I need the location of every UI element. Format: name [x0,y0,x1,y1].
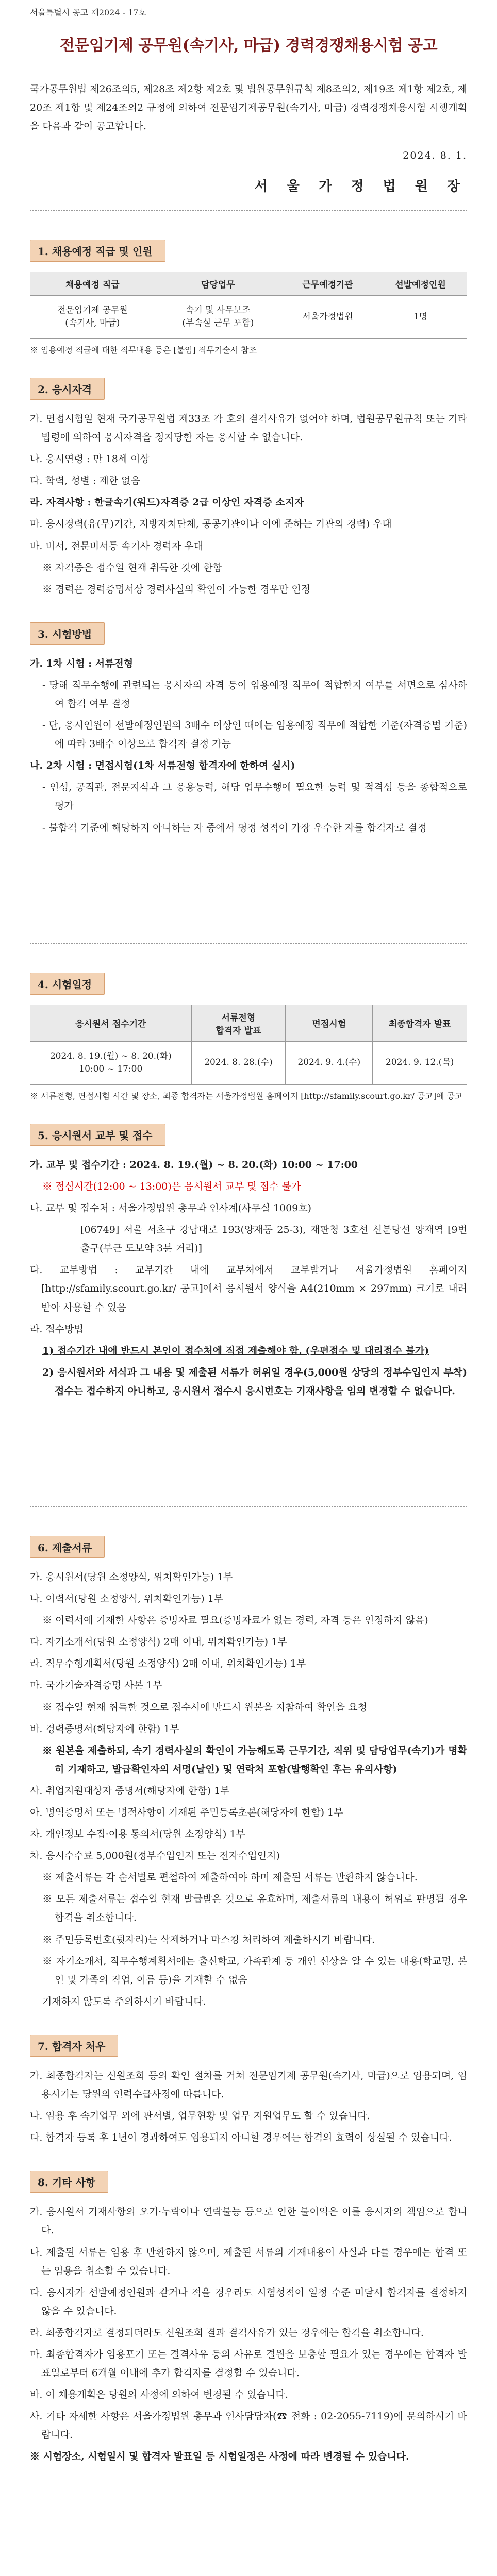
table-cell: 2024. 8. 19.(월) ~ 8. 20.(화) 10:00 ~ 17:00 [30,1041,192,1084]
divider [30,210,467,211]
section-heading-3: 3. 시험방법 [30,622,105,645]
list-item: ※ 자기소개서, 직무수행계획서에는 출신학교, 가족관계 등 개인 신상을 알 수 있는 내용(학교명, 본인 및 가족의 직업, 이름 등)을 기재할 수 없음 [42,1955,467,1986]
list-item: 가. 1차 시험 : 서류전형 [30,657,134,669]
list-item: ※ 자격증은 접수일 현재 취득한 것에 한함 [42,562,222,573]
list-item: 나. 응시연령 : 만 18세 이상 [30,453,150,465]
list-item: ※ 주민등록번호(뒷자리)는 삭제하거나 마스킹 처리하여 제출하시기 바랍니다. [42,1934,375,1945]
section-heading-2: 2. 응시자격 [30,378,105,400]
table-header: 최종합격자 발표 [373,1005,467,1041]
list-item: 바. 비서, 전문비서등 속기사 경력자 우대 [30,540,203,552]
list-item: 다. 학력, 성별 : 제한 없음 [30,475,140,487]
list-item: 자. 개인정보 수집·이용 동의서(당원 소정양식) 1부 [30,1828,245,1840]
list-item: 다. 합격자 등록 후 1년이 경과하여도 임용되지 아니할 경우에는 합격의 효력이 상실될 수 있습니다. [30,2132,452,2144]
list-item: 다. 교부방법 : 교부기간 내에 교부처에서 교부받거나 서울가정법원 홈페이지 [http://sfamily.scourt.go.kr/ 공고]에서 응시원서 양식을 A4(210mm × 297mm) 크기로 내려 받아 사용할 수 있음 [30,1264,467,1313]
recruitment-table [30,272,467,339]
list-item: 라. 자격사항 : 한글속기(워드)자격증 2급 이상인 자격증 소지자 [30,497,304,509]
table-header: 서류전형 합격자 발표 [191,1005,286,1041]
schedule-table [30,1005,467,1085]
table-cell: 속기 및 사무보조 (부속실 근무 포함) [155,295,281,338]
divider [30,943,467,944]
table-cell: 2024. 9. 4.(수) [286,1041,373,1084]
list-item: 나. 2차 시험 : 면접시험(1차 서류전형 합격자에 한하여 실시) [30,760,295,772]
table-cell: 2024. 8. 28.(수) [191,1041,286,1084]
list-item: ※ 경력은 경력증명서상 경력사실의 확인이 가능한 경우만 인정 [42,583,311,595]
list-item: ※ 시험장소, 시험일시 및 합격자 발표일 등 시험일정은 사정에 따라 변경될 수 있습니다. [30,2451,409,2463]
address-text: [06749] 서울 서초구 강남대로 193(양재동 25-3), 재판청 3호선 신분당선 양재역 [9번 출구(부근 도보약 3분 거리)] [80,1224,467,1255]
list-item: ※ 원본을 제출하되, 속기 경력사실의 확인이 가능해도록 근무기간, 직위 및 담당업무(속기)가 명확히 기재하고, 발급확인자의 서명(날인) 및 연락처 포함(발행확인 후는 유의사항) [42,1744,467,1775]
list-item: 나. 제출된 서류는 임용 후 반환하지 않으며, 제출된 서류의 기재내용이 사실과 다를 경우에는 합격 또는 임용을 취소할 수 있습니다. [30,2246,467,2277]
notice-number: 서울특별시 공고 제2024 - 17호 [30,8,146,18]
list-item: 가. 최종합격자는 신원조회 등의 확인 절차를 거쳐 전문임기제 공무원(속기사, 마급)으로 임용되며, 임용시기는 당원의 인력수급사정에 따릅니다. [30,2070,467,2100]
list-item: ※ 이력서에 기재한 사항은 증빙자료 필요(증빙자료가 없는 경력, 자격 등은 인정하지 않음) [42,1615,428,1626]
list-item: 라. 최종합격자로 결정되더라도 신원조회 결과 결격사유가 있는 경우에는 합격을 취소합니다. [30,2327,424,2338]
list-item: 바. 이 채용계획은 당원의 사정에 의하여 변경될 수 있습니다. [30,2389,288,2401]
list-item: 가. 응시원서 기재사항의 오기·누락이나 연락불능 등으로 인한 불이익은 이를 응시자의 책임으로 합니다. [30,2206,467,2236]
list-item: 마. 최종합격자가 임용포기 또는 결격사유 등의 사유로 결원을 보충할 필요가 있는 경우에는 합격자 발표일로부터 6개월 이내에 추가 합격자를 결정할 수 있습니다. [30,2348,467,2379]
table-header: 선발예정인원 [374,272,467,295]
list-item: 라. 직무수행계획서(당원 소정양식) 2매 이내, 위치확인가능) 1부 [30,1658,306,1670]
table-cell: 서울가정법원 [281,295,374,338]
list-item: - 불합격 기준에 해당하지 아니하는 자 중에서 평정 성적이 가장 우수한 자를 합격자로 결정 [42,822,427,834]
table-header: 면접시험 [286,1005,373,1041]
list-item: 나. 교부 및 접수처 : 서울가정법원 총무과 인사계(사무실 1009호) [30,1202,312,1214]
list-item: 사. 기타 자세한 사항은 서울가정법원 총무과 인사담당자(☎ 전화 : 02-2055-7119)에 문의하시기 바랍니다. [30,2411,467,2441]
intro-paragraph: 국가공무원법 제26조의5, 제28조 제2항 제2호 및 법원공무원규칙 제8조의2, 제19조 제1항 제2호, 제20조 제1항 및 제24조의2 규정에 의하여 전문임기제공무원(속기사, 마급) 경력경쟁채용시험 시행계획을 다음과 같이 공고합니다. [30,83,467,132]
section-note: ※ 임용예정 직급에 대한 직무내용 등은 [붙임] 직무기술서 참조 [30,345,257,355]
list-item: 바. 경력증명서(해당자에 한함) 1부 [30,1723,179,1735]
list-item: 사. 취업지원대상자 증명서(해당자에 한함) 1부 [30,1785,230,1797]
list-item: 1) 접수기간 내에 반드시 본인이 접수처에 직접 제출해야 함. (우편접수 및 대리접수 불가) [42,1345,429,1357]
list-item: ※ 접수일 현재 취득한 것으로 접수시에 반드시 원본을 지참하여 확인을 요청 [42,1701,368,1713]
list-item: 기재하지 않도록 주의하시기 바랍니다. [42,1995,206,2007]
list-item: 마. 국가기술자격증명 사본 1부 [30,1680,162,1691]
section-heading-6: 6. 제출서류 [30,1536,105,1558]
table-header: 채용예정 직급 [30,272,155,295]
list-item: ※ 제출서류는 각 순서별로 편철하여 제출하여야 하며 제출된 서류는 반환하지 않습니다. [42,1872,418,1884]
list-item: - 인성, 공직관, 전문지식과 그 응용능력, 해당 업무수행에 필요한 능력 및 적격성 등을 종합적으로 평가 [42,782,467,812]
section-heading-5: 5. 응시원서 교부 및 접수 [30,1124,165,1146]
section-heading-1: 1. 채용예정 직급 및 인원 [30,240,165,262]
list-item: 가. 교부 및 접수기간 : 2024. 8. 19.(월) ~ 8. 20.(화) 10:00 ~ 17:00 [30,1159,358,1171]
list-item: 나. 이력서(당원 소정양식, 위치확인가능) 1부 [30,1593,224,1605]
list-item: 다. 자기소개서(당원 소정양식) 2매 이내, 위치확인가능) 1부 [30,1636,287,1648]
table-header: 근무예정기관 [281,272,374,295]
list-item: 나. 임용 후 속기업무 외에 관서별, 업무현황 및 업무 지원업무도 할 수 있습니다. [30,2110,370,2122]
list-item: 가. 응시원서(당원 소정양식, 위치확인가능) 1부 [30,1571,233,1583]
list-item: 마. 응시경력(유(무)기간, 지방자치단체, 공공기관이나 이에 준하는 기관의 경력) 우대 [30,518,392,530]
list-item: 차. 응시수수료 5,000원(정부수입인지 또는 전자수입인지) [30,1850,280,1862]
issuer: 서 울 가 정 법 원 장 [254,178,467,194]
list-item: - 당해 직무수행에 관련되는 응시자의 자격 등이 임용예정 직무에 적합한지 여부를 서면으로 심사하여 합격 여부 결정 [42,679,467,709]
list-item: 아. 병역증명서 또는 병적사항이 기재된 주민등록초본(해당자에 한함) 1부 [30,1807,343,1818]
section-heading-8: 8. 기타 사항 [30,2171,108,2193]
table-cell: 1명 [374,295,467,338]
section-note: ※ 서류전형, 면접시험 시간 및 장소, 최종 합격자는 서울가정법원 홈페이지 [http://sfamily.scourt.go.kr/ 공고]에 공고 [30,1091,463,1101]
list-item: 다. 응시자가 선발예정인원과 같거나 적을 경우라도 시험성적이 일정 수준 미달시 합격자를 결정하지 않을 수 있습니다. [30,2286,467,2317]
list-item: - 단, 응시인원이 선발예정인원의 3배수 이상인 때에는 임용예정 직무에 적합한 기준(자격증별 기준)에 따라 3배수 이상으로 합격자 결정 가능 [42,720,467,750]
page-title: 전문임기제 공무원(속기사, 마급) 경력경쟁채용시험 공고 [47,36,450,61]
table-header: 응시원서 접수기간 [30,1005,192,1041]
table-cell: 2024. 9. 12.(목) [373,1041,467,1084]
list-item: ※ 모든 제출서류는 접수일 현재 발급받은 것으로 유효하며, 제출서류의 내용이 허위로 판명될 경우 합격을 취소합니다. [42,1893,467,1924]
list-item: 가. 면접시험일 현재 국가공무원법 제33조 각 호의 결격사유가 없어야 하며, 법원공무원규칙 또는 기타 법령에 의하여 응시자격을 정지당한 자는 응시할 수 없습니다. [30,413,467,444]
list-item: 라. 접수방법 [30,1323,84,1335]
table-header: 담당업무 [155,272,281,295]
list-item: 2) 응시원서와 서식과 그 내용 및 제출된 서류가 허위일 경우(5,000원 상당의 정부수입인지 부착) 접수는 접수하지 아니하고, 응시원서 접수시 응시번호는 기재사항을 임의 변경할 수 없습니다. [42,1366,467,1397]
section-heading-4: 4. 시험일정 [30,973,105,995]
notice-date: 2024. 8. 1. [403,149,467,161]
section-heading-7: 7. 합격자 처우 [30,2035,118,2057]
list-item: ※ 점심시간(12:00 ~ 13:00)은 응시원서 교부 및 접수 불가 [42,1180,301,1192]
divider [30,1506,467,1507]
table-cell: 전문임기제 공무원 (속기사, 마급) [30,295,155,338]
